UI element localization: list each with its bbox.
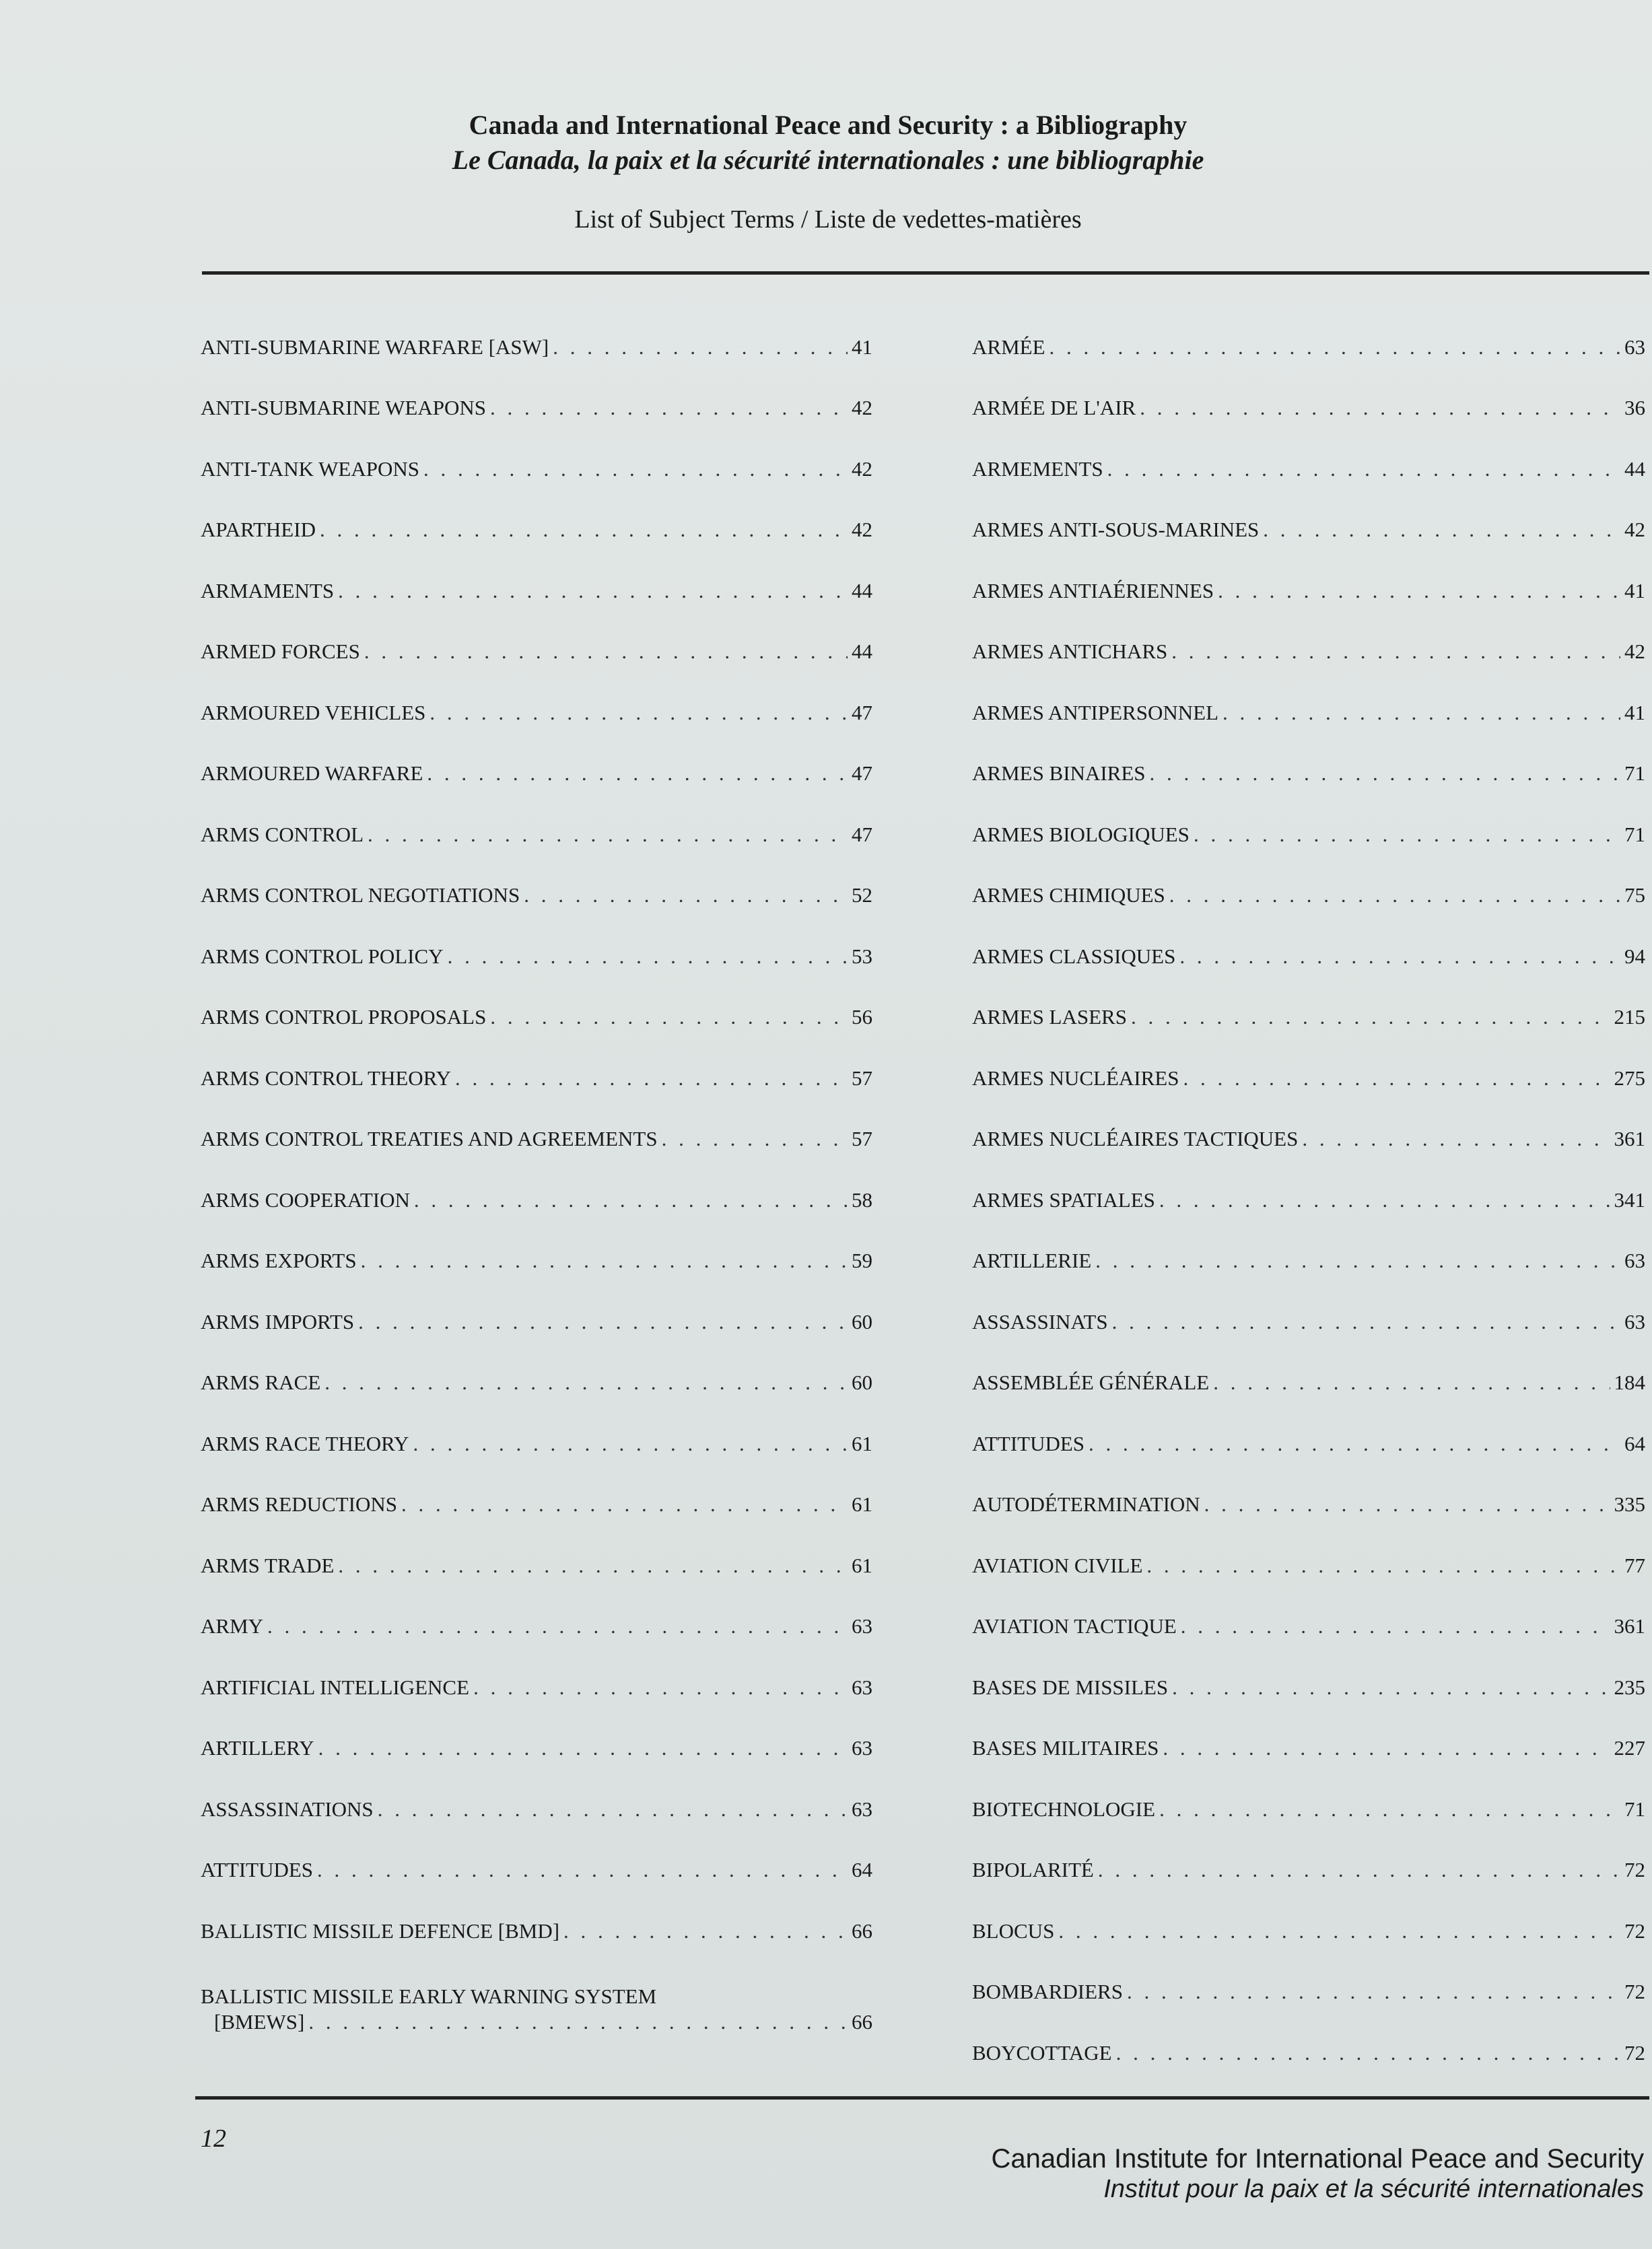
subject-term: ARMS CONTROL THEORY <box>201 1066 452 1090</box>
subject-term: ARTILLERIE <box>972 1249 1092 1272</box>
page-reference: 42 <box>1624 518 1645 541</box>
subject-term: ARMS COOPERATION <box>201 1187 410 1212</box>
page-reference: 42 <box>852 456 872 481</box>
index-entry <box>972 2005 1645 2066</box>
index-entry <box>972 1822 1645 1883</box>
page-reference: 361 <box>1614 1127 1645 1150</box>
page-reference: 56 <box>852 1005 872 1029</box>
page-reference: 53 <box>852 944 872 968</box>
page-reference: 44 <box>852 578 872 602</box>
bottom-divider <box>195 2096 1649 2100</box>
leader-dots <box>423 456 848 482</box>
page-reference: 71 <box>1624 1797 1645 1821</box>
page-reference: 42 <box>852 518 872 541</box>
index-entry <box>972 543 1645 604</box>
subject-term: ARMOURED VEHICLES <box>201 700 426 724</box>
page-reference: 47 <box>852 761 872 785</box>
subject-term: ARMES CLASSIQUES <box>972 944 1176 968</box>
subject-term: ARMES CHIMIQUES <box>972 883 1165 907</box>
index-entry <box>201 1030 872 1091</box>
index-entry <box>972 786 1645 847</box>
subject-term: BASES MILITAIRES <box>972 1736 1159 1760</box>
leader-dots <box>1213 1370 1610 1395</box>
page-reference: 72 <box>1624 2040 1645 2065</box>
subject-term: ASSASSINATS <box>972 1309 1108 1334</box>
leader-dots <box>414 1187 848 1213</box>
leader-dots <box>1049 335 1621 360</box>
leader-dots <box>338 578 848 604</box>
top-divider <box>202 271 1649 275</box>
page-reference: 59 <box>852 1249 872 1272</box>
index-entry <box>201 1579 872 1640</box>
page-number: 12 <box>201 2124 226 2153</box>
leader-dots <box>1098 1857 1620 1883</box>
subject-term: ARMEMENTS <box>972 456 1103 481</box>
leader-dots <box>308 2009 848 2035</box>
subject-term: AVIATION CIVILE <box>972 1553 1143 1577</box>
subject-term: ASSEMBLÉE GÉNÉRALE <box>972 1371 1210 1394</box>
right-column <box>972 299 1645 2066</box>
index-entry <box>201 421 872 482</box>
page-reference: 75 <box>1624 883 1645 907</box>
leader-dots <box>1263 517 1620 543</box>
page-reference: 275 <box>1614 1066 1645 1090</box>
leader-dots <box>1146 1553 1620 1579</box>
subject-term: ARMES LASERS <box>972 1005 1127 1029</box>
leader-dots <box>368 822 848 847</box>
leader-dots <box>317 1857 848 1883</box>
page-reference: 44 <box>852 639 872 663</box>
leader-dots <box>1194 822 1620 847</box>
leader-dots <box>1171 639 1620 664</box>
leader-dots <box>473 1675 848 1700</box>
page-reference: 57 <box>852 1066 872 1090</box>
page-reference: 63 <box>852 1736 872 1760</box>
index-entry <box>201 1517 872 1579</box>
leader-dots <box>1172 1675 1610 1700</box>
subject-term: AVIATION TACTIQUE <box>972 1614 1177 1638</box>
page-reference: 235 <box>1614 1675 1645 1699</box>
leader-dots <box>1223 700 1620 726</box>
index-entry <box>201 847 872 909</box>
publisher-footer <box>992 2143 1645 2204</box>
page-reference: 71 <box>1624 822 1645 846</box>
leader-dots <box>320 517 848 543</box>
subject-term: BASES DE MISSILES <box>972 1675 1169 1699</box>
title-french: Le Canada, la paix et la sécurité internationales : une bibliographie <box>452 145 1204 175</box>
subject-term: ARMED FORCES <box>201 639 360 663</box>
subject-term: ARMS CONTROL NEGOTIATIONS <box>201 883 520 907</box>
page-reference: 41 <box>1624 700 1645 724</box>
leader-dots <box>1140 395 1620 421</box>
page-reference: 42 <box>852 396 872 419</box>
index-entry <box>972 482 1645 543</box>
index-entry <box>201 1274 872 1335</box>
index-entry <box>972 664 1645 726</box>
subject-term: ARMES BINAIRES <box>972 761 1146 785</box>
leader-dots <box>1095 1248 1620 1274</box>
subject-term: ARMOURED WARFARE <box>201 761 423 785</box>
page-reference: 44 <box>1624 456 1645 481</box>
page-reference: 63 <box>1624 335 1645 359</box>
page-reference: 57 <box>852 1127 872 1150</box>
page-reference: 47 <box>852 822 872 846</box>
leader-dots <box>361 1248 848 1274</box>
page-reference: 36 <box>1624 396 1645 419</box>
subject-term: ASSASSINATIONS <box>201 1797 374 1821</box>
subject-term: ARMES SPATIALES <box>972 1187 1155 1212</box>
index-entry <box>201 360 872 421</box>
page-reference: 184 <box>1614 1371 1645 1394</box>
left-column <box>201 299 872 2035</box>
leader-dots <box>1183 1066 1610 1091</box>
index-entry <box>972 1395 1645 1457</box>
index-entry <box>972 299 1645 360</box>
index-entry <box>972 726 1645 787</box>
page-reference: 61 <box>852 1553 872 1577</box>
leader-dots <box>1116 2040 1620 2066</box>
index-entry <box>201 1883 872 1944</box>
index-entry <box>201 299 872 360</box>
index-entry <box>972 604 1645 665</box>
page-reference: 60 <box>852 1309 872 1334</box>
leader-dots <box>524 883 848 908</box>
subject-term: BIPOLARITÉ <box>972 1858 1094 1881</box>
index-entry <box>201 543 872 604</box>
leader-dots <box>448 944 848 969</box>
leader-dots <box>1107 456 1620 482</box>
page-reference: 61 <box>852 1492 872 1516</box>
subject-term: ARMES NUCLÉAIRES TACTIQUES <box>972 1127 1299 1150</box>
leader-dots <box>429 700 848 726</box>
index-entry <box>201 1152 872 1213</box>
page-reference: 341 <box>1614 1187 1645 1212</box>
leader-dots <box>1181 1614 1610 1639</box>
subject-term: ARMES NUCLÉAIRES <box>972 1066 1179 1090</box>
index-entry <box>201 1395 872 1457</box>
index-entry <box>972 1274 1645 1335</box>
index-entry <box>201 1700 872 1762</box>
index-entry <box>972 1700 1645 1762</box>
page-reference: 63 <box>1624 1249 1645 1272</box>
subject-term: ARMS RACE THEORY <box>201 1431 409 1455</box>
leader-dots <box>1150 761 1620 786</box>
leader-dots <box>401 1492 848 1517</box>
index-entry <box>201 1944 872 2035</box>
page-reference: 41 <box>852 335 872 359</box>
entry-continuation <box>201 2009 872 2035</box>
index-entry <box>972 1152 1645 1213</box>
index-entry <box>201 1761 872 1822</box>
institute-name-english: Canadian Institute for International Peace and Security <box>991 2144 1644 2174</box>
subject-term: ARMÉE <box>972 335 1045 359</box>
index-entry <box>972 969 1645 1031</box>
page-reference: 215 <box>1614 1005 1645 1029</box>
index-entry <box>201 1639 872 1700</box>
leader-dots <box>1159 1797 1620 1822</box>
index-entry <box>972 421 1645 482</box>
subject-term: BOYCOTTAGE <box>972 2040 1112 2065</box>
index-entry <box>201 604 872 665</box>
subject-term: ATTITUDES <box>972 1431 1085 1455</box>
index-entry <box>972 1517 1645 1579</box>
leader-dots <box>1163 1735 1610 1761</box>
subject-term: ARMS EXPORTS <box>201 1249 357 1272</box>
leader-dots <box>318 1735 848 1761</box>
subject-term: ATTITUDES <box>201 1858 314 1881</box>
subject-term: BOMBARDIERS <box>972 1980 1123 2003</box>
institute-name-french: Institut pour la paix et la sécurité internationales <box>1103 2175 1644 2203</box>
subject-term: ARMS CONTROL POLICY <box>201 944 444 968</box>
subject-term: ARMES BIOLOGIQUES <box>972 822 1190 846</box>
index-entry <box>201 969 872 1031</box>
leader-dots <box>267 1614 848 1639</box>
leader-dots <box>413 1431 848 1457</box>
leader-dots <box>1218 578 1620 604</box>
subject-term: ARMS REDUCTIONS <box>201 1492 397 1516</box>
leader-dots <box>455 1066 848 1091</box>
index-entry <box>972 360 1645 421</box>
page-reference: 72 <box>1624 1858 1645 1881</box>
leader-dots <box>563 1918 848 1944</box>
leader-dots <box>1058 1918 1620 1944</box>
index-entry <box>972 1761 1645 1822</box>
page-reference: 64 <box>1624 1431 1645 1455</box>
page-reference: 64 <box>852 1858 872 1881</box>
subject-term: ARMÉE DE L'AIR <box>972 396 1136 419</box>
subject-term-continued: [BMEWS] <box>214 2009 305 2034</box>
subject-term: AUTODÉTERMINATION <box>972 1492 1200 1516</box>
index-entry <box>201 726 872 787</box>
page-reference: 72 <box>1624 1918 1645 1943</box>
index-entry <box>972 1335 1645 1396</box>
page-reference: 72 <box>1624 1980 1645 2003</box>
leader-dots <box>1112 1309 1620 1335</box>
subject-term: ARMY <box>201 1614 264 1638</box>
index-entry <box>201 1213 872 1274</box>
index-entry <box>201 664 872 726</box>
index-entry <box>201 1335 872 1396</box>
subject-term: ARTIFICIAL INTELLIGENCE <box>201 1675 470 1699</box>
index-entry <box>201 1457 872 1518</box>
index-entry <box>972 1579 1645 1640</box>
index-entry <box>201 1091 872 1152</box>
index-entry <box>972 847 1645 909</box>
page-reference: 61 <box>852 1431 872 1455</box>
index-entry <box>201 482 872 543</box>
subject-term: ARMS CONTROL PROPOSALS <box>201 1005 487 1029</box>
page-reference: 227 <box>1614 1736 1645 1760</box>
page-reference: 63 <box>1624 1309 1645 1334</box>
subject-term: ARMES ANTIAÉRIENNES <box>972 578 1214 602</box>
subject-term: APARTHEID <box>201 518 316 541</box>
subject-term: ARTILLERY <box>201 1736 314 1760</box>
page-reference: 63 <box>852 1675 872 1699</box>
page-reference: 335 <box>1614 1492 1645 1516</box>
page-reference: 47 <box>852 700 872 724</box>
leader-dots <box>553 335 848 360</box>
index-entry <box>972 1457 1645 1518</box>
subject-term: ARMS CONTROL TREATIES AND AGREEMENTS <box>201 1127 658 1150</box>
index-entry <box>201 786 872 847</box>
page-reference: 94 <box>1624 944 1645 968</box>
index-entry <box>972 1639 1645 1700</box>
page-reference: 361 <box>1614 1614 1645 1638</box>
page-reference: 58 <box>852 1187 872 1212</box>
title-english: Canada and International Peace and Security : a Bibliography <box>469 110 1188 140</box>
index-entry <box>972 1030 1645 1091</box>
index-entry <box>201 1822 872 1883</box>
subject-term: BALLISTIC MISSILE EARLY WARNING SYSTEM <box>201 1984 657 2008</box>
leader-dots <box>1179 944 1620 969</box>
page-reference: 42 <box>1624 639 1645 663</box>
page-header <box>202 108 1454 236</box>
leader-dots <box>427 761 848 786</box>
subject-term: ARMES ANTI-SOUS-MARINES <box>972 518 1260 541</box>
subject-term: ANTI-SUBMARINE WEAPONS <box>201 396 486 419</box>
index-entry <box>972 1944 1645 2005</box>
index-entry <box>972 1883 1645 1944</box>
page-reference: 71 <box>1624 761 1645 785</box>
subject-term: BALLISTIC MISSILE DEFENCE [BMD] <box>201 1918 560 1943</box>
leader-dots <box>1159 1187 1610 1213</box>
leader-dots <box>1127 1979 1620 2005</box>
page-reference: 66 <box>852 2009 872 2034</box>
index-entry <box>972 1213 1645 1274</box>
subject-term: ARMS CONTROL <box>201 822 364 846</box>
leader-dots <box>358 1309 848 1335</box>
leader-dots <box>1204 1492 1610 1517</box>
leader-dots <box>324 1370 848 1395</box>
leader-dots <box>378 1797 848 1822</box>
subject-term: ANTI-SUBMARINE WARFARE [ASW] <box>201 335 549 359</box>
subject-term: ARMS IMPORTS <box>201 1309 355 1334</box>
subject-term: ARMAMENTS <box>201 578 335 602</box>
subject-term: ARMS RACE <box>201 1371 321 1394</box>
page-reference: 41 <box>1624 578 1645 602</box>
page-reference: 66 <box>852 1918 872 1943</box>
leader-dots <box>490 1004 848 1030</box>
leader-dots <box>490 395 848 421</box>
leader-dots <box>1302 1126 1610 1152</box>
subject-term: BIOTECHNOLOGIE <box>972 1797 1156 1821</box>
subject-term: ARMES ANTIPERSONNEL <box>972 700 1219 724</box>
leader-dots <box>364 639 848 664</box>
page-reference: 63 <box>852 1614 872 1638</box>
leader-dots <box>1131 1004 1610 1030</box>
page-reference: 60 <box>852 1371 872 1394</box>
subject-term: ANTI-TANK WEAPONS <box>201 456 420 481</box>
page-reference: 63 <box>852 1797 872 1821</box>
subject-term: ARMS TRADE <box>201 1553 335 1577</box>
index-entry <box>972 908 1645 969</box>
leader-dots <box>338 1553 848 1579</box>
list-subtitle: List of Subject Terms / Liste de vedettes-matières <box>574 205 1082 234</box>
index-entry <box>201 908 872 969</box>
subject-term: ARMES ANTICHARS <box>972 639 1168 663</box>
leader-dots <box>1089 1431 1620 1457</box>
leader-dots <box>662 1126 848 1152</box>
page-reference: 77 <box>1624 1553 1645 1577</box>
leader-dots <box>1169 883 1620 908</box>
subject-term: BLOCUS <box>972 1918 1055 1943</box>
page-reference: 52 <box>852 883 872 907</box>
index-entry <box>972 1091 1645 1152</box>
